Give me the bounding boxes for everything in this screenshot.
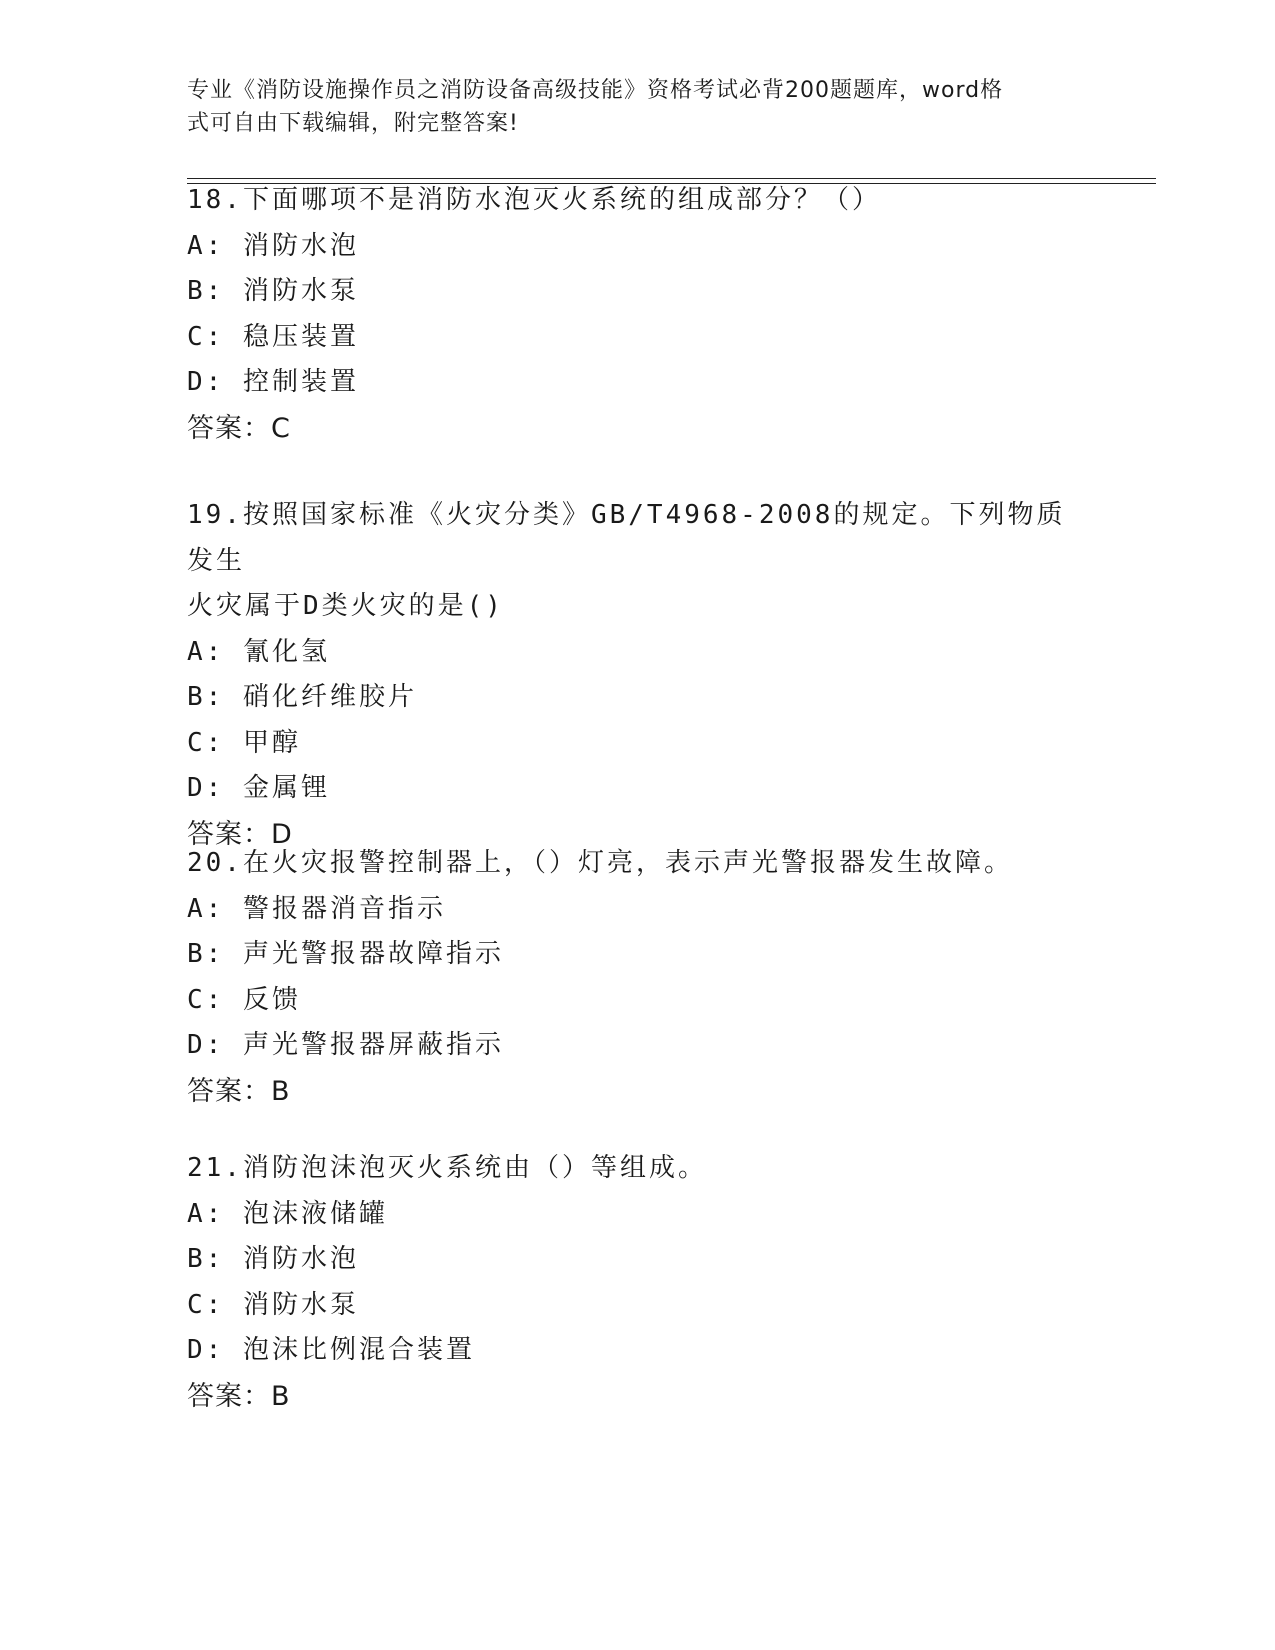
answer: 答案：B (187, 1380, 291, 1412)
header-line-1: 专业《消防设施操作员之消防设备高级技能》资格考试必背200题题库，word格 (187, 78, 1004, 103)
header-line-2: 式可自由下载编辑，附完整答案! (187, 111, 519, 136)
option-c: C: 稳压装置 (187, 321, 359, 352)
option-a: A: 警报器消音指示 (187, 893, 446, 924)
option-b: B: 消防水泵 (187, 276, 359, 306)
question-stem-line-2: 火灾属于D类火灾的是() (187, 591, 504, 621)
option-d: D: 控制装置 (187, 367, 359, 397)
option-d: D: 声光警报器屏蔽指示 (187, 1030, 504, 1060)
option-d: D: 金属锂 (187, 773, 330, 803)
question-stem-line-1: 19.按照国家标准《火灾分类》GB/T4968-2008的规定。下列物质发生 (187, 500, 1066, 576)
question-stem: 18.下面哪项不是消防水泡灭火系统的组成部分？（） (187, 185, 881, 215)
question-20 (187, 841, 1087, 1114)
answer: 答案：D (187, 818, 293, 850)
answer: 答案：B (187, 1075, 291, 1107)
option-a: A: 消防水泡 (187, 230, 359, 261)
question-18 (187, 178, 1087, 451)
option-b: B: 消防水泡 (187, 1244, 359, 1274)
question-stem: 21.消防泡沫泡灭火系统由（）等组成。 (187, 1153, 707, 1183)
question-19 (187, 493, 1087, 857)
option-d: D: 泡沫比例混合装置 (187, 1335, 475, 1365)
option-a: A: 氰化氢 (187, 636, 330, 667)
option-a: A: 泡沫液储罐 (187, 1198, 388, 1229)
option-c: C: 甲醇 (187, 727, 301, 758)
option-b: B: 声光警报器故障指示 (187, 939, 504, 969)
answer: 答案：C (187, 412, 291, 444)
question-21 (187, 1146, 1087, 1419)
option-c: C: 反馈 (187, 984, 301, 1015)
document-header (187, 74, 1067, 140)
option-c: C: 消防水泵 (187, 1289, 359, 1320)
question-stem: 20.在火灾报警控制器上，（）灯亮，表示声光警报器发生故障。 (187, 848, 1013, 878)
option-b: B: 硝化纤维胶片 (187, 682, 417, 712)
